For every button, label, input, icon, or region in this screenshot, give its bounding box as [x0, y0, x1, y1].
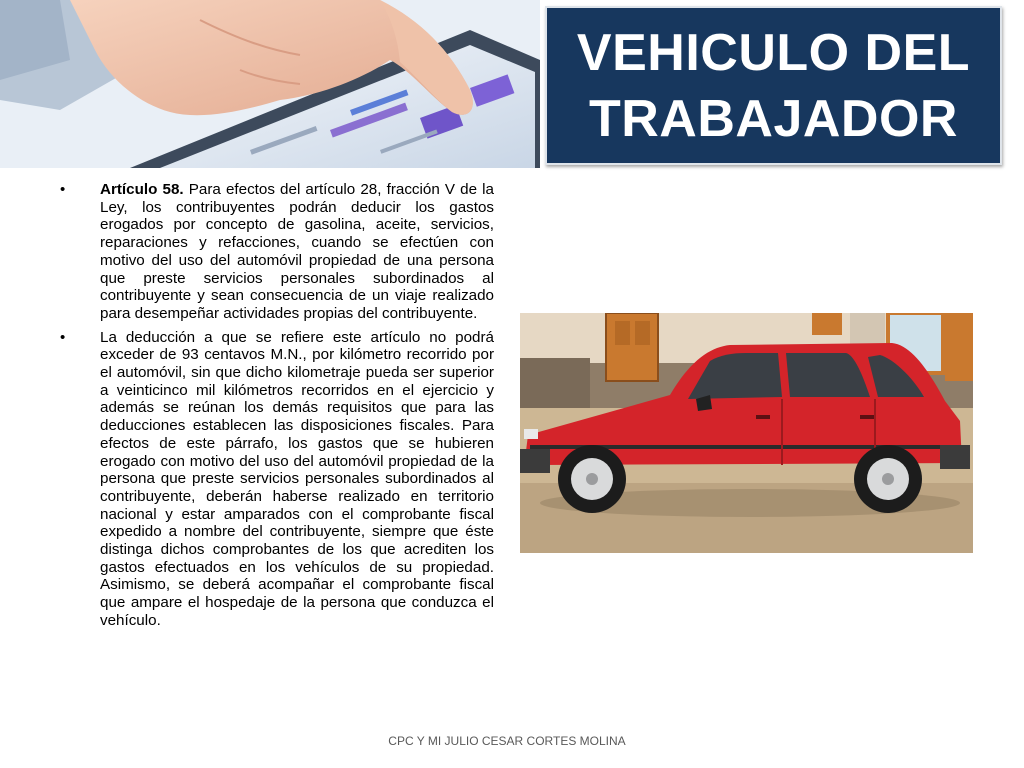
article-label: Artículo 58. — [100, 181, 184, 198]
tablet-hand-illustration — [0, 0, 540, 168]
paragraph-text: La deducción a que se refiere este artículo no podrá exceder de 93 centavos M.N., por kilómetro recorrido por el automóvil, sin que dicho kilometraje pueda ser superior a veinticinco mil kilómetros recorridos en el ejercicio y además se reúnan los demás requisitos que para las deducciones establecen las disposiciones fiscales. Para efectos de este párrafo, los gastos que se hubieren erogado con motivo del uso del automóvil propiedad de la persona que preste servicios personales subordinados al contribuyente, deberán haberse realizado en territorio nacional y estar amparados con el comprobante fiscal expedido a nombre del contribuyente, siempre que éste distinga dichos comprobantes de los que acrediten los gastos efectuados en los vehículos de su propiedad. Asimismo, se deberá acompañar el comprobante fiscal que ampare el hospedaje de la persona que conduzca el vehículo. — [100, 328, 494, 629]
car-photo — [520, 313, 973, 553]
footer-author: CPC Y MI JULIO CESAR CORTES MOLINA — [388, 734, 626, 748]
title-box — [545, 6, 1002, 165]
bullet-icon: • — [60, 328, 66, 346]
red-car-illustration — [520, 313, 973, 553]
paragraph-deduccion — [56, 329, 494, 630]
body-bullet-list — [56, 181, 494, 636]
title-line-2: TRABAJADOR — [588, 89, 958, 148]
title-line-1: VEHICULO DEL — [576, 23, 971, 82]
slide-title — [577, 20, 970, 152]
bullet-icon: • — [60, 181, 66, 198]
paragraph-text: Para efectos del artículo 28, fracción V de la Ley, los contribuyentes podrán deducir los gastos erogados por concepto de gasolina, aceite, servicios, reparaciones y refacciones, cuando se efectúen con motivo del uso del automóvil propiedad de una persona que preste servicios personales subordinados al contribuyente y sean consecuencia de un viaje realizado para desempeñar actividades propias del contribuyente. — [100, 181, 494, 322]
hero-tablet-image — [0, 0, 540, 168]
paragraph-articulo-58 — [56, 181, 494, 323]
